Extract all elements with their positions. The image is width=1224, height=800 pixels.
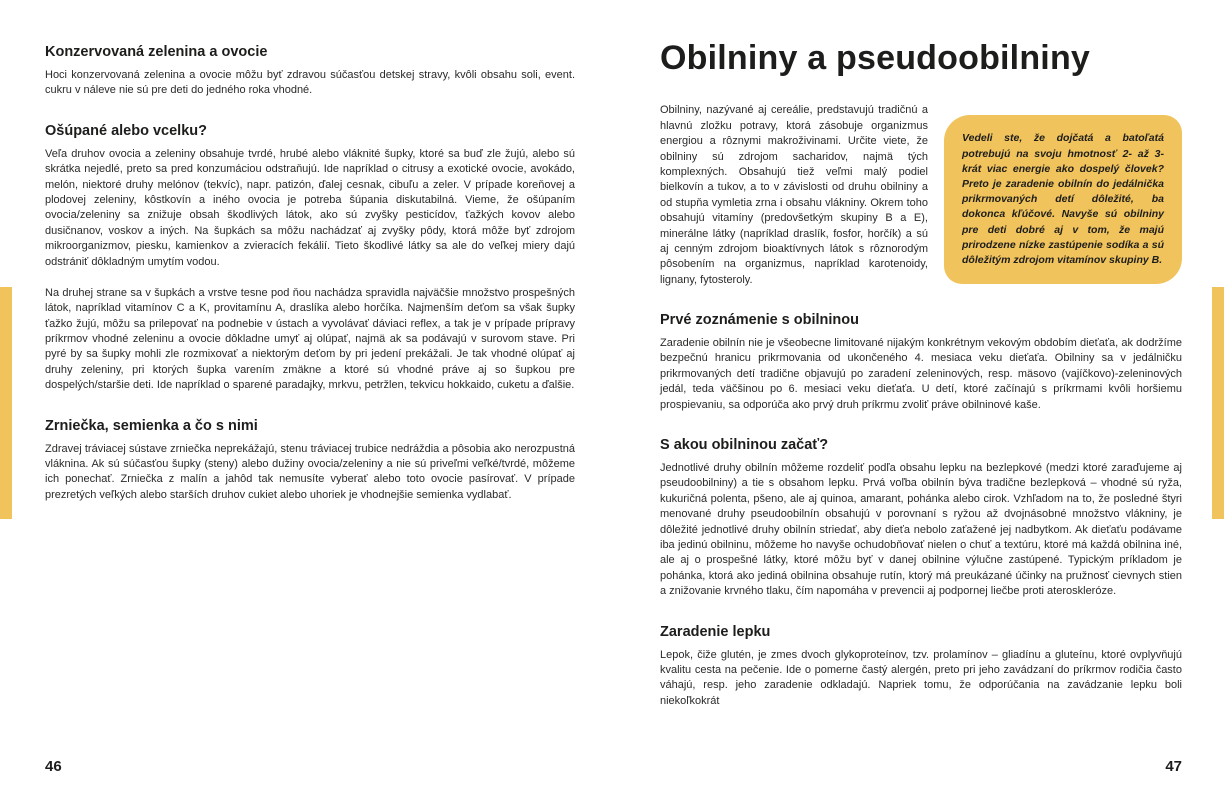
intro-paragraph: Obilniny, nazývané aj cereálie, predstavujú tradičnú a hlavnú zložku potravy, ktorá zásobuje organizmus energiou a rôznymi makroživinami. Určite viete, že obilniny sú zdrojom sacharidov, najmä tých komplexných. Obsahujú tiež veľmi malý podiel bielkovín a tukov, a to v závislosti od druhu obilniny a od stupňa vymletia zrna i obsahu vlákniny. Okrem toho obsahujú vitamíny (predovšetkým skupiny B a E), minerálne látky (napríklad draslík, fosfor, horčík) a sú aj cenným zdrojom bioaktívnych látok s rôznorodým pôsobením na organizmus, napríklad karotenoidy, lignany, fytosteroly. [660,104,928,286]
intro-column [660,103,928,288]
paragraph: Zaradenie obilnín nie je všeobecne limitované nijakým konkrétnym vekovým obdobím dieťaťa, ak dodržíme bezpečnú hranicu prikrmovania od ukončeného 4. mesiaca veku dieťaťa. Obilniny sa v jedálničku prikrmovaných detí tradične objavujú po zaradení zeleninových, resp. mäsovo (vajíčkovo)-zeleninových jedál, teda väčšinou po 6. mesiaci veku dieťaťa. U detí, ktoré začínajú s príkrmami kvôli horšiemu prospievaniu, sa odporúča ako prvý druh príkrmu zvoliť práve obilninové kaše. [660,337,1182,411]
page-number-left: 46 [45,758,62,775]
section-prve-zoznamenie [660,312,1182,413]
intro-row [660,103,1182,288]
section-heading: Konzervovaná zelenina a ovocie [45,44,268,60]
left-page [45,40,575,519]
section-konzervovana [45,44,575,99]
paragraph: Na druhej strane sa v šupkách a vrstve tesne pod ňou nachádza spravidla najväčšie množstvo prospešných látok, napríklad vitamínov C a K, provitamínu A, draslíka alebo horčíka. Najmenším deťom sa však šupky ťažko žujú, môžu sa prilepovať na podnebie v ústach a vyvolávať dáviaci reflex, a tak je v prípade prípravy príkrmov vhodné zeleninu a ovocie dôkladne umyť aj olúpať, najmä ak sa podávajú v surovom stave. Pri pyré by sa šupky mohli zle rozmixovať a niektorým deťom by pri jedení prekážali. Je tak vhodné olúpať aj druhy zeleniny, pri ktorých šupka varením zmäkne a ktoré sú vhodné práve aj so šupkou pre dospelých/staršie deti. Ide napríklad o sparené paradajky, mrkvu, petržlen, tekvicu hokkaido, cuketu a ďalšie. [45,286,575,392]
chapter-title: Obilniny a pseudoobilniny [660,39,1091,77]
section-heading: Ošúpané alebo vcelku? [45,122,207,139]
page-number-right: 47 [1165,758,1182,775]
section-osupane [45,123,575,394]
paragraph: Hoci konzervovaná zelenina a ovocie môžu byť zdravou súčasťou detskej stravy, kvôli obsahu soli, event. cukru v náleve nie sú pre deti do jedného roka vhodné. [45,69,575,97]
section-zaradenie-lepku [660,624,1182,710]
section-zrniecka [45,418,575,504]
right-page [660,40,1182,725]
paragraph: Veľa druhov ovocia a zeleniny obsahuje tvrdé, hrubé alebo vláknité šupky, ktoré sa buď zle žujú, alebo sú skrátka nejedlé, preto sa pred konzumáciou odstraňujú. Ide napríklad o citrusy a exotické ovocie, avokádo, melón, niektoré druhy melónov (tekvíc), napr. patizón, ďalej cesnak, cibuľu a zeler. V prípade koreňovej a plodovej zeleniny, kôstkovín a iného ovocia je potreba šúpania diskutabilná. Vieme, že ošúpaním ovocia/zeleniny sa znižuje obsah škodlivých látok, ako sú zvyšky pesticídov, ťažkých kovov alebo dusičnanov, voskov a iných. Na šupkách sa môžu nachádzať aj zvyšky pôdy, ktorá môže byť zdrojom mikroorganizmov, piesku, kamienkov a zvieracích fekálií. Tieto škodlivé látky sa ale do veľkej miery dajú odstrániť dôkladným umytím vodou. [45,147,575,268]
paragraph: Jednotlivé druhy obilnín môžeme rozdeliť podľa obsahu lepku na bezlepkové (medzi ktoré zaraďujeme aj pseudoobilniny) a tie s obsahom lepku. Prvá voľba obilnín býva tradične bezlepková – vhodné sú ryža, kukuričná polenta, pšeno, ale aj quinoa, amarant, pohánka alebo cirok. Vzhľadom na to, že posledné štyri menované druhy pseudoobilnín obsahujú v porovnaní s ryžou až dvojnásobné množstvo vlákniny, je dôležité jednotlivé druhy obilnín striedať, aby dieťa nebolo zaťažené jej nadbytkom. Ak dieťaťu podávame iba jedinú obilninu, môžeme ho navyše ochudobňovať nielen o chuť a textúru, ktoré má každá obilnina iné, ale aj o prospešné látky, ktoré môžu byť v danej obilnine výlučne zastúpené. Typickým príkladom je pohánka, ktorá ako jediná obilnina obsahuje rutín, ktorý má preukázané účinky na pružnosť cievnych stien a znižovanie krvného tlaku, čím napomáha v prevencii aj podpornej liečbe proti ateroskleróze. [660,462,1182,598]
paragraph: Zdravej tráviacej sústave zrniečka neprekážajú, stenu tráviacej trubice nedráždia a pôsobia ako nerozpustná vláknina. Ak sú súčasťou šupky (steny) alebo dužiny ovocia/zeleniny a nie sú priveľmi veľké/tvrdé, môžeme ich ponechať. Zrniečka z malín a jahôd tak nemusíte vyberať alebo toto ovocie pasírovať. V prípade prezretých veľkých alebo starších druhov cukiet alebo uhoriek je vhodnejšie semienka vydlabať. [45,442,575,501]
right-edge-accent-bar [1212,287,1224,519]
callout-text: Vedeli ste, že dojčatá a batoľatá potrebujú na svoju hmotnosť 2- až 3-krát viac energie ako dospelý človek? Preto je zaradenie obilnín do jedálnička prikrmovaných detí dôležité, ba dokonca kľúčové. Navyše sú obilniny pre deti dobré aj v tom, že majú prirodzene nízke zastúpenie sodíka a sú dôležitým zdrojom vitamínov skupiny B. [962,132,1164,267]
section-heading: Zaradenie lepku [660,623,771,640]
section-heading: Prvé zoznámenie s obilninou [660,312,860,329]
section-s-akou-obilninou [660,437,1182,600]
paragraph: Lepok, čiže glutén, je zmes dvoch glykoproteínov, tzv. prolamínov – gliadínu a gluteínu, ktoré ovplyvňujú kvalitu cesta na pečenie. Ide o pomerne častý alergén, preto pri jeho zavádzaní do príkrmov rodičia často váhajú, resp. jeho zaradenie odkladajú. Napriek tomu, že odporúčania na zavádzanie lepku boli niekoľkokrát [660,648,1182,707]
section-heading: S akou obilninou začať? [660,437,829,454]
section-heading: Zrniečka, semienka a čo s nimi [45,417,258,434]
left-edge-accent-bar [0,287,12,519]
callout-box [944,115,1182,284]
